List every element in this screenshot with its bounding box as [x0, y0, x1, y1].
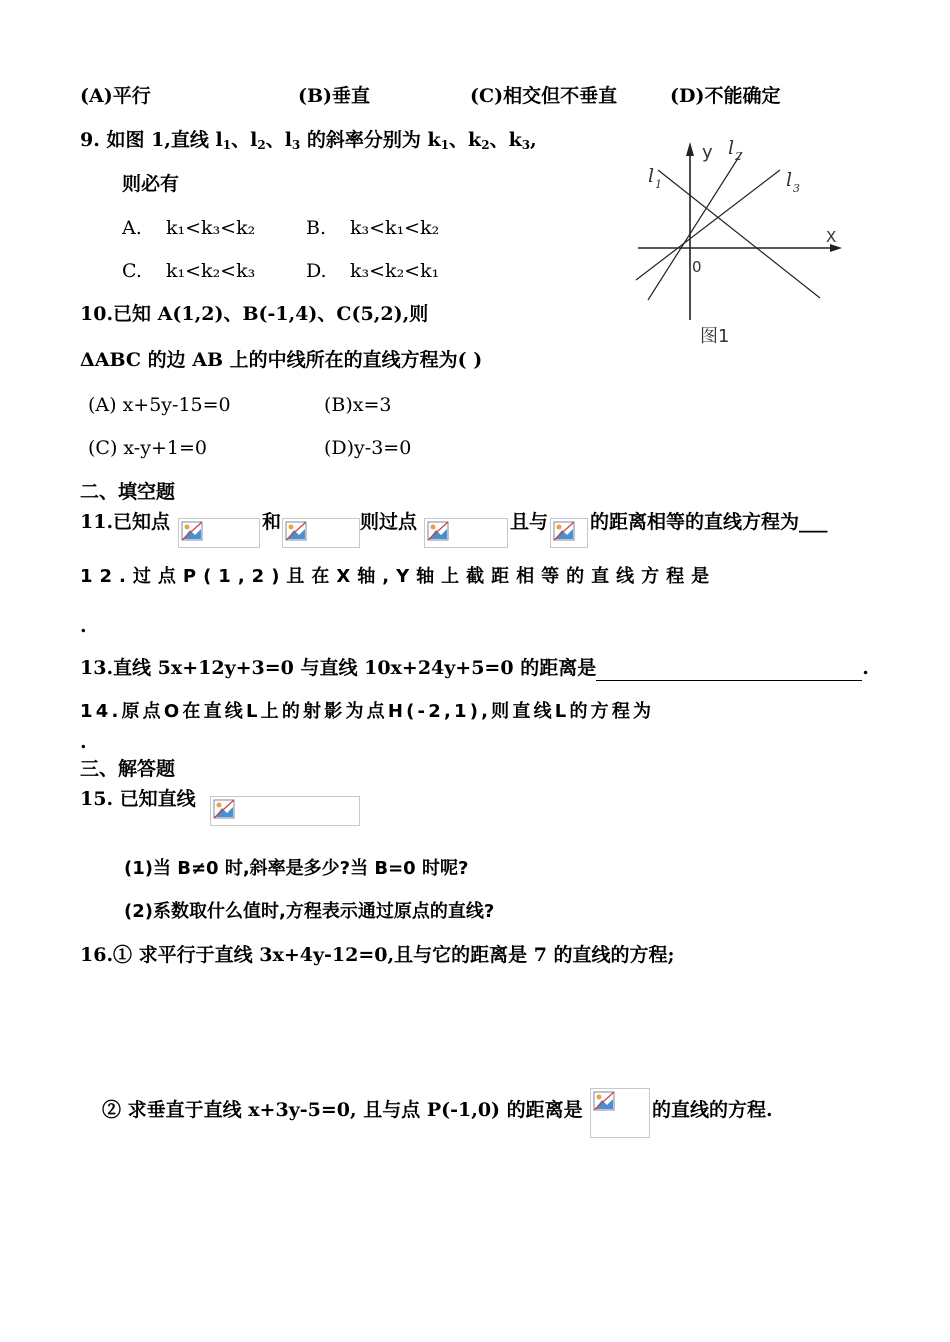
- broken-image-icon: [285, 521, 307, 541]
- q10-line1: 10.已知 A(1,2)、B(-1,4)、C(5,2),则: [80, 303, 429, 325]
- q10-option-d: (D)y-3=0: [324, 437, 412, 459]
- q10-option-b: (B)x=3: [324, 394, 392, 416]
- q11-part2: 和: [262, 511, 282, 533]
- q8-option-c: (C)相交但不垂直: [470, 85, 618, 107]
- q9-option-c-label: C.: [122, 260, 142, 282]
- q15-sub1: (1)当 B≠0 时,斜率是多少?当 B=0 时呢?: [124, 858, 469, 879]
- q9-option-d-label: D.: [306, 260, 327, 282]
- q9-option-a-label: A.: [122, 217, 142, 239]
- q11-part5: 的距离相等的直线方程为___: [590, 511, 828, 533]
- q8-option-b: (B)垂直: [298, 85, 371, 107]
- q16-part1: 16.① 求平行于直线 3x+4y-12=0,且与它的距离是 7 的直线的方程;: [80, 944, 675, 966]
- broken-image-icon: [593, 1091, 615, 1111]
- q12-tail: .: [80, 615, 87, 637]
- origin-label: 0: [692, 258, 702, 276]
- broken-image-icon: [213, 799, 235, 819]
- q14-text: 14.原点O在直线L上的射影为点H(-2,1),则直线L的方程为: [80, 701, 655, 722]
- q11-formula-image-3: [424, 518, 508, 548]
- section-2-heading: 二、填空题: [80, 481, 176, 503]
- l1-subscript: 1: [655, 178, 662, 191]
- l3-label: l: [786, 169, 793, 191]
- y-axis-arrow: [686, 142, 694, 156]
- q10-option-a: (A) x+5y-15=0: [88, 394, 231, 416]
- y-axis-label: y: [702, 142, 713, 163]
- q14-tail: .: [80, 731, 87, 753]
- q11-part4: 且与: [510, 511, 549, 533]
- broken-image-icon: [181, 521, 203, 541]
- q12-text: 12.过点P(1,2)且在X轴,Y轴上截距相等的直线方程是: [80, 566, 717, 587]
- q9-number: 9.: [80, 129, 100, 151]
- q9-option-c: k₁<k₂<k₃: [166, 260, 256, 282]
- q9-option-d: k₃<k₂<k₁: [350, 260, 440, 282]
- l2-label: l: [728, 137, 735, 159]
- l2-subscript: 2: [735, 150, 742, 163]
- q15-text: 15. 已知直线: [80, 788, 196, 810]
- q8-option-a: (A)平行: [80, 85, 151, 107]
- figure-1-line-graph: [630, 130, 850, 360]
- q13-answer-blank: [596, 656, 862, 681]
- q11-formula-image-4: [550, 518, 588, 548]
- line-l2: [648, 152, 742, 300]
- q11-part3: 则过点: [360, 511, 418, 533]
- q9-stem-line2: 则必有: [122, 173, 180, 195]
- q15-sub2: (2)系数取什么值时,方程表示通过原点的直线?: [124, 901, 495, 922]
- q9-stem: 9. 如图 1,直线 $l_1$、$l_2$、$l_3$ 的斜率分别为 $k_1$、$k_2$、$k_3$,: [80, 129, 537, 152]
- section-3-heading: 三、解答题: [80, 758, 176, 780]
- q16-part2b: 的直线的方程.: [652, 1099, 773, 1121]
- q11-formula-image-1: [178, 518, 260, 548]
- q9-option-b: k₃<k₁<k₂: [350, 217, 440, 239]
- q15-formula-image: [210, 796, 360, 826]
- q11-formula-image-2: [282, 518, 360, 548]
- l1-label: l: [648, 165, 655, 187]
- figure-caption: 图1: [700, 326, 730, 347]
- q8-option-d: (D)不能确定: [670, 85, 781, 107]
- q10-line2: ΔABC 的边 AB 上的中线所在的直线方程为( ): [80, 349, 483, 371]
- q9-option-a: k₁<k₃<k₂: [166, 217, 256, 239]
- broken-image-icon: [427, 521, 449, 541]
- q16-formula-image: [590, 1088, 650, 1138]
- x-axis-label: X: [826, 228, 837, 246]
- q11-part1: 11.已知点: [80, 511, 171, 533]
- q10-option-c: (C) x-y+1=0: [88, 437, 207, 459]
- l3-subscript: 3: [793, 182, 800, 195]
- q13-text: 13.直线 5x+12y+3=0 与直线 10x+24y+5=0 的距离是 .: [80, 657, 869, 679]
- broken-image-icon: [553, 521, 575, 541]
- q9-option-b-label: B.: [306, 217, 327, 239]
- q16-part2a: ② 求垂直于直线 x+3y-5=0, 且与点 P(-1,0) 的距离是: [102, 1099, 583, 1121]
